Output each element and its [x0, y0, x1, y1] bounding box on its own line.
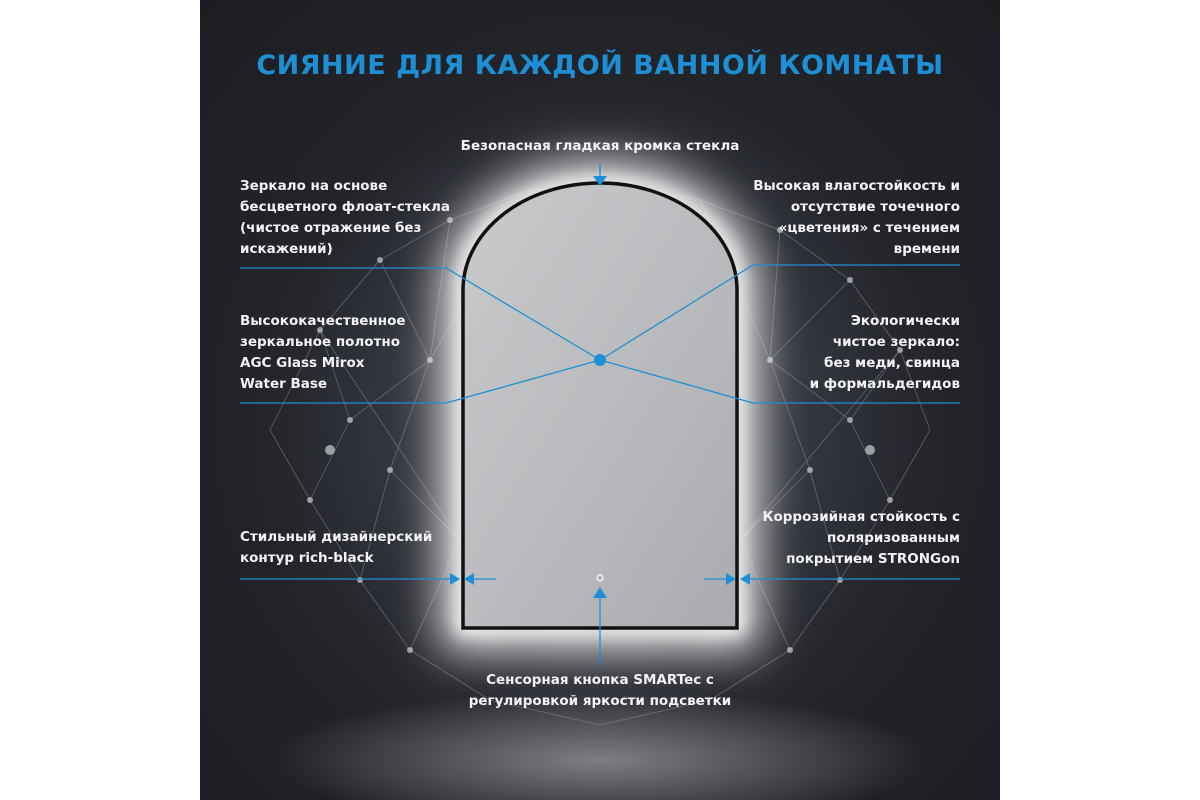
callout-left-1: Зеркало на основе бесцветного флоат-стекла (чистое отражение без искажений) [240, 178, 450, 257]
callout-bottom: Сенсорная кнопка SMARTec с регулировкой яркости подсветки [468, 672, 732, 709]
infographic-panel [200, 0, 1000, 800]
callout-left-2: Высококачественное зеркальное полотно AGC Glass Mirox Water Base [240, 313, 406, 392]
callout-right-2: Экологически чистое зеркало: без меди, свинца и формальдегидов [809, 313, 960, 392]
callout-right-1: Высокая влагостойкость и отсутствие точечного «цветения» с течением времени [753, 178, 960, 257]
arched-mirror [463, 183, 737, 628]
page-title: СИЯНИЕ ДЛЯ КАЖДОЙ ВАННОЙ КОМНАТЫ [256, 50, 944, 81]
focus-dot-icon [594, 354, 606, 366]
callout-left-3: Стильный дизайнерский контур rich-black [240, 529, 433, 566]
callout-right-3: Коррозийная стойкость с поляризованным покрытием STRONGon [762, 509, 960, 567]
callout-top: Безопасная гладкая кромка стекла [460, 138, 740, 154]
